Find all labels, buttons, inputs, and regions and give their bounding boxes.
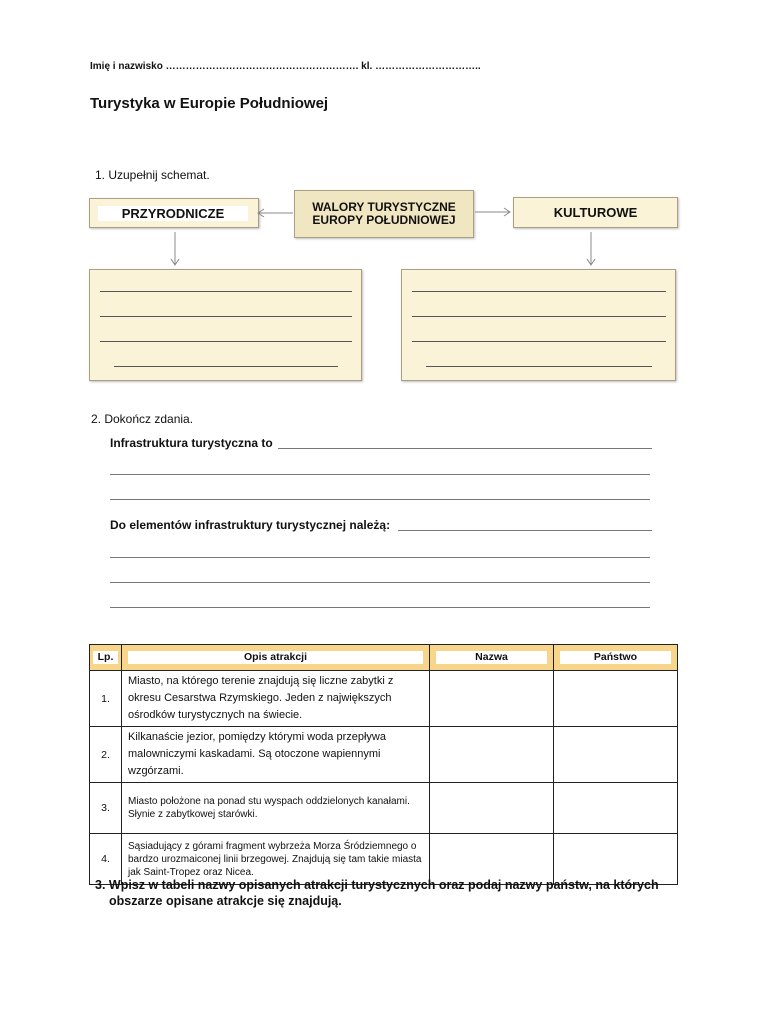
sentence-2-line[interactable] — [110, 582, 650, 583]
class-label: kl. — [361, 61, 373, 72]
row-description: Sąsiadujący z górami fragment wybrzeża Morza Śródziemnego o bardzo urozmaiconej linii brzegowej. Znajdują się tam takie miasta jak Saint-Tropez oraz Nicea. — [122, 834, 430, 885]
row-number: 1. — [90, 671, 122, 727]
name-dots[interactable]: …………………………………………………. — [165, 61, 359, 72]
row-description: Miasto położone na ponad stu wyspach oddzielonych kanałami. Słynie z zabytkowej starówki. — [122, 783, 430, 834]
sentence-1-line[interactable] — [110, 499, 650, 500]
col-header-country: Państwo — [554, 645, 678, 671]
name-cell[interactable] — [430, 671, 554, 727]
cultural-answer-box[interactable] — [401, 269, 676, 381]
table-header-row — [90, 645, 678, 671]
answer-line[interactable] — [412, 341, 666, 342]
cultural-values-label: KULTUROWE — [553, 205, 638, 220]
natural-answer-box[interactable] — [89, 269, 362, 381]
sentence-1-line[interactable] — [110, 474, 650, 475]
table-row — [90, 783, 678, 834]
page-title: Turystyka w Europie Południowej — [90, 95, 329, 112]
task-1-label: 1. Uzupełnij schemat. — [95, 168, 210, 182]
name-cell[interactable] — [430, 783, 554, 834]
answer-line[interactable] — [100, 341, 352, 342]
schema-arrows — [0, 0, 768, 300]
answer-line[interactable] — [426, 366, 652, 367]
row-description: Kilkanaście jezior, pomiędzy którymi woda przepływa malowniczymi kaskadami. Są otoczone wapiennymi wzgórzami. — [122, 727, 430, 783]
name-label: Imię i nazwisko — [90, 61, 163, 72]
central-topic-line-2: EUROPY POŁUDNIOWEJ — [312, 213, 456, 227]
answer-line[interactable] — [100, 316, 352, 317]
country-cell[interactable] — [554, 671, 678, 727]
sentence-2-line[interactable] — [398, 530, 652, 531]
col-header-description: Opis atrakcji — [122, 645, 430, 671]
task-3-instruction — [95, 877, 675, 909]
answer-line[interactable] — [412, 291, 666, 292]
sentence-2-prompt: Do elementów infrastruktury turystycznej należą: — [110, 518, 391, 532]
attractions-table — [89, 644, 678, 885]
sentence-1-prompt: Infrastruktura turystyczna to — [110, 436, 273, 450]
natural-values-label: PRZYRODNICZE — [98, 206, 248, 221]
col-header-name: Nazwa — [430, 645, 554, 671]
central-topic-line-1: WALORY TURYSTYCZNE — [312, 200, 456, 214]
row-number: 3. — [90, 783, 122, 834]
task-3-line-2: obszarze opisane atrakcje się znajdują. — [109, 894, 342, 908]
row-number: 2. — [90, 727, 122, 783]
row-description: Miasto, na którego terenie znajdują się liczne zabytki z okresu Cesarstwa Rzymskiego. Jeden z największych ośrodków turystycznych na świecie. — [122, 671, 430, 727]
row-number: 4. — [90, 834, 122, 885]
sentence-2-line[interactable] — [110, 607, 650, 608]
col-header-number: Lp. — [90, 645, 122, 671]
task-3-line-1: 3. Wpisz w tabeli nazwy opisanych atrakcji turystycznych oraz podaj nazwy państw, na których — [95, 878, 659, 892]
class-dots[interactable]: ………………………….. — [375, 61, 481, 72]
answer-line[interactable] — [412, 316, 666, 317]
task-2-label: 2. Dokończ zdania. — [91, 412, 194, 426]
table-row — [90, 671, 678, 727]
answer-line[interactable] — [100, 291, 352, 292]
sentence-2-line[interactable] — [110, 557, 650, 558]
country-cell[interactable] — [554, 727, 678, 783]
name-cell[interactable] — [430, 727, 554, 783]
sentence-1-line[interactable] — [278, 448, 652, 449]
table-row — [90, 727, 678, 783]
country-cell[interactable] — [554, 783, 678, 834]
answer-line[interactable] — [114, 366, 338, 367]
